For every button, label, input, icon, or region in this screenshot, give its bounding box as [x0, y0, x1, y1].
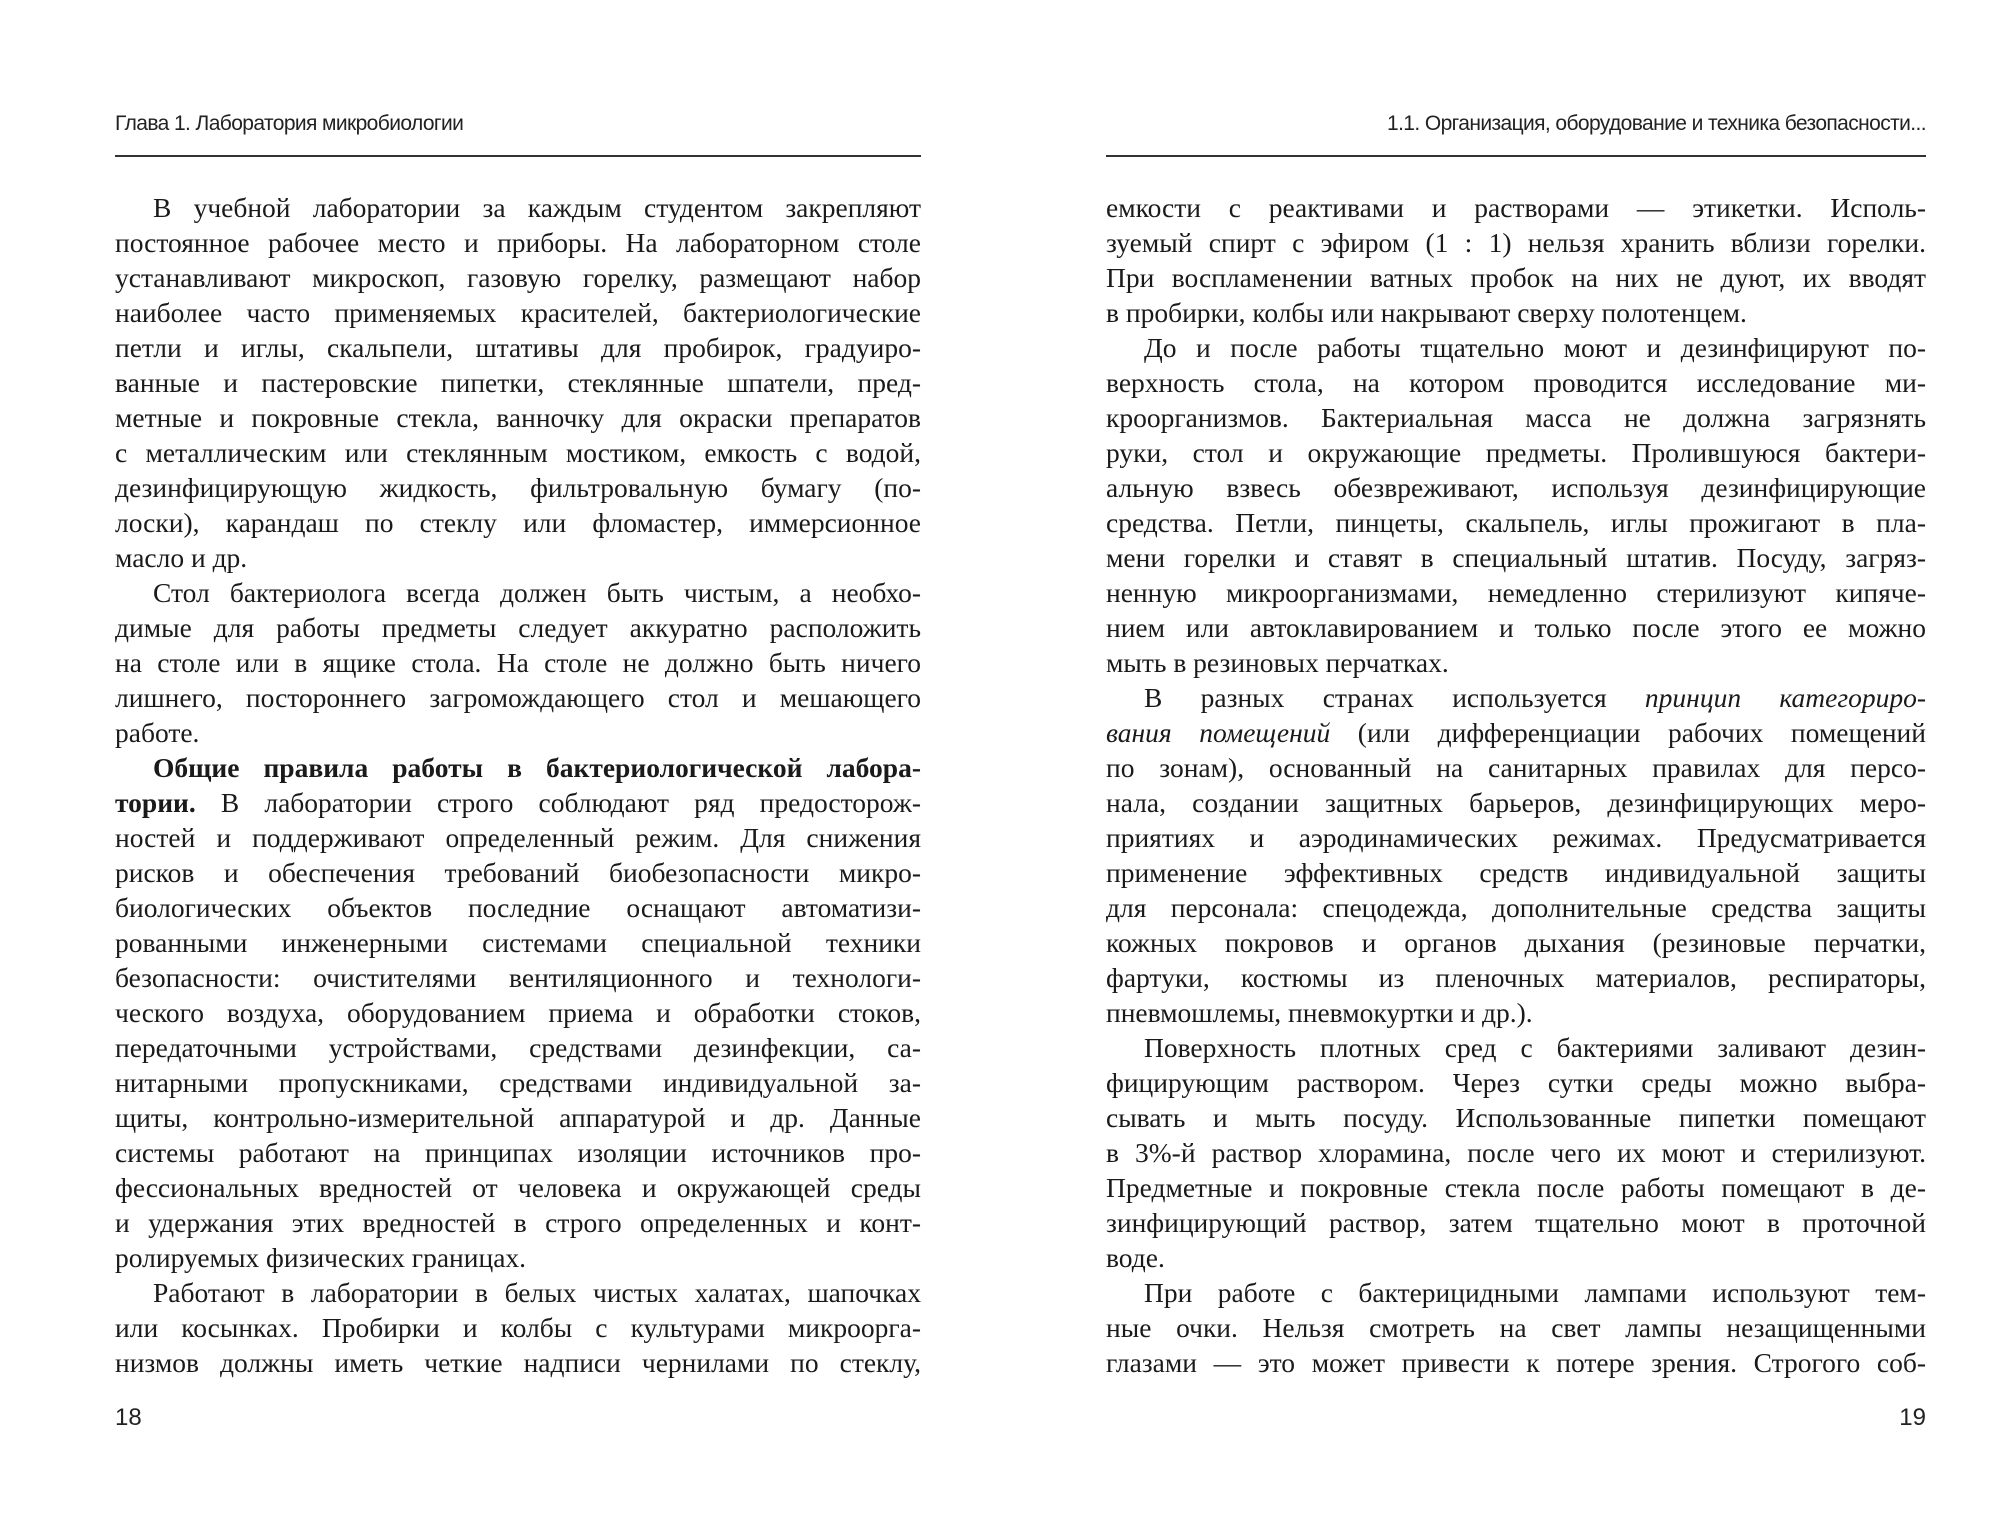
text-line: фицирующим раствором. Через сутки среды можно выбра- — [1106, 1067, 1926, 1098]
text-line: щиты, контрольно-измерительной аппаратурой и др. Данные — [115, 1102, 921, 1133]
paragraph — [115, 750, 921, 1275]
text-line: для персонала: спецодежда, дополнительные средства защиты — [1106, 892, 1926, 923]
page-body — [115, 190, 921, 1380]
paragraph — [1106, 680, 1926, 1030]
paragraph — [1106, 330, 1926, 680]
paragraph — [115, 1275, 921, 1380]
text-line: Поверхность плотных сред с бактериями заливают дезин- — [1144, 1032, 1926, 1063]
bold-text: тории. — [115, 787, 196, 818]
paragraph — [1106, 190, 1926, 330]
text-line: Стол бактериолога всегда должен быть чистым, а необхо- — [153, 577, 921, 608]
text-line: метные и покровные стекла, ванночку для окраски препаратов — [115, 402, 921, 433]
text-line: При работе с бактерицидными лампами используют тем- — [1144, 1277, 1926, 1308]
text-line: ностей и поддерживают определенный режим. Для снижения — [115, 822, 921, 853]
text-line: устанавливают микроскоп, газовую горелку, размещают набор — [115, 262, 921, 293]
text-line: лоски), карандаш по стеклу или фломастер, иммерсионное — [115, 507, 921, 538]
bold-text: Общие правила работы в бактериологической лабора- — [153, 752, 921, 783]
text-line: глазами — это может привести к потере зрения. Строгого соб- — [1106, 1347, 1926, 1378]
text-line: пневмошлемы, пневмокуртки и др.). — [1106, 997, 1533, 1028]
paragraph — [115, 190, 921, 575]
text-line: системы работают на принципах изоляции источников про- — [115, 1137, 921, 1168]
text-line: димые для работы предметы следует аккуратно расположить — [115, 612, 921, 643]
text-line — [1106, 715, 1926, 750]
text-line: Предметные и покровные стекла после работы помещают в де- — [1106, 1172, 1926, 1203]
text-line: с металлическим или стеклянным мостиком, емкость с водой, — [115, 437, 921, 468]
text-line: или косынках. Пробирки и колбы с культурами микроорга- — [115, 1312, 921, 1343]
text-line: ческого воздуха, оборудованием приема и обработки стоков, — [115, 997, 921, 1028]
text-line: безопасности: очистителями вентиляционного и технологи- — [115, 962, 921, 993]
text-span: В лаборатории строго соблюдают ряд предосторож- — [195, 787, 921, 818]
page-number: 19 — [1899, 1404, 1926, 1431]
right-page — [1106, 0, 1926, 1516]
header-rule — [115, 155, 921, 157]
text-line: рованными инженерными системами специальной техники — [115, 927, 921, 958]
text-line — [115, 750, 921, 785]
paragraph — [1106, 1275, 1926, 1380]
text-line: на столе или в ящике стола. На столе не должно быть ничего — [115, 647, 921, 678]
text-line: фессиональных вредностей от человека и окружающей среды — [115, 1172, 921, 1203]
text-line: нитарными пропускниками, средствами индивидуальной за- — [115, 1067, 921, 1098]
text-line: наиболее часто применяемых красителей, бактериологические — [115, 297, 921, 328]
text-line: лишнего, постороннего загромождающего стол и мешающего — [115, 682, 921, 713]
text-line: зуемый спирт с эфиром (1 : 1) нельзя хранить вблизи горелки. — [1106, 227, 1926, 258]
text-line: Работают в лаборатории в белых чистых халатах, шапочках — [153, 1277, 921, 1308]
text-line: нием или автоклавированием и только после этого ее можно — [1106, 612, 1926, 643]
text-line: ролируемых физических границах. — [115, 1242, 527, 1273]
text-line: нала, создании защитных барьеров, дезинфицирующих меро- — [1106, 787, 1926, 818]
text-line: фартуки, костюмы из пленочных материалов, респираторы, — [1106, 962, 1926, 993]
text-line: работе. — [115, 717, 200, 748]
text-line: в 3%-й раствор хлорамина, после чего их моют и стерилизуют. — [1106, 1137, 1926, 1168]
text-line: ванные и пастеровские пипетки, стеклянные шпатели, пред- — [115, 367, 921, 398]
text-line: емкости с реактивами и растворами — этикетки. Исполь- — [1106, 192, 1926, 223]
text-line: в пробирки, колбы или накрывают сверху полотенцем. — [1106, 297, 1747, 328]
text-line: руки, стол и окружающие предметы. Пролившуюся бактери- — [1106, 437, 1926, 468]
text-line: масло и др. — [115, 542, 248, 573]
text-line: передаточными устройствами, средствами дезинфекции, са- — [115, 1032, 921, 1063]
text-line: мени горелки и ставят в специальный штатив. Посуду, загряз- — [1106, 542, 1926, 573]
page-body — [1106, 190, 1926, 1380]
text-span: В разных странах используется — [1144, 682, 1645, 713]
text-line: применение эффективных средств индивидуальной защиты — [1106, 857, 1926, 888]
text-line: кроорганизмов. Бактериальная масса не должна загрязнять — [1106, 402, 1926, 433]
left-page — [115, 0, 921, 1516]
header-rule — [1106, 155, 1926, 157]
running-head: Глава 1. Лаборатория микробиологии — [115, 112, 464, 135]
text-line: и удержания этих вредностей в строго определенных и конт- — [115, 1207, 921, 1238]
running-head: 1.1. Организация, оборудование и техника безопасности... — [1386, 112, 1926, 135]
text-line: В учебной лаборатории за каждым студентом закрепляют — [153, 192, 921, 223]
text-line: биологических объектов последние оснащают автоматизи- — [115, 892, 921, 923]
italic-text: вания помещений — [1106, 717, 1331, 748]
text-line: воде. — [1106, 1242, 1165, 1273]
text-line: по зонам), основанный на санитарных правилах для персо- — [1106, 752, 1926, 783]
text-line: постоянное рабочее место и приборы. На лабораторном столе — [115, 227, 921, 258]
text-line: мыть в резиновых перчатках. — [1106, 647, 1449, 678]
text-line: сывать и мыть посуду. Использованные пипетки помещают — [1106, 1102, 1926, 1133]
text-line: рисков и обеспечения требований биобезопасности микро- — [115, 857, 921, 888]
text-line: До и после работы тщательно моют и дезинфицируют по- — [1144, 332, 1926, 363]
text-line: низмов должны иметь четкие надписи чернилами по стеклу, — [115, 1347, 921, 1378]
text-line: кожных покровов и органов дыхания (резиновые перчатки, — [1106, 927, 1926, 958]
text-span: (или дифференциации рабочих помещений — [1330, 717, 1926, 748]
text-line: ные очки. Нельзя смотреть на свет лампы незащищенными — [1106, 1312, 1926, 1343]
text-line: зинфицирующий раствор, затем тщательно моют в проточной — [1106, 1207, 1926, 1238]
text-line: ненную микроорганизмами, немедленно стерилизуют кипяче- — [1106, 577, 1926, 608]
paragraph — [115, 575, 921, 750]
text-line: верхность стола, на котором проводится исследование ми- — [1106, 367, 1926, 398]
text-line: приятиях и аэродинамических режимах. Предусматривается — [1106, 822, 1926, 853]
text-line: При воспламенении ватных пробок на них не дуют, их вводят — [1106, 262, 1926, 293]
text-line: петли и иглы, скальпели, штативы для пробирок, градуиро- — [115, 332, 921, 363]
page-number: 18 — [115, 1404, 142, 1431]
text-line: альную взвесь обезвреживают, используя дезинфицирующие — [1106, 472, 1926, 503]
text-line — [115, 785, 921, 820]
text-line: средства. Петли, пинцеты, скальпель, иглы прожигают в пла- — [1106, 507, 1926, 538]
italic-text: принцип категориро- — [1644, 682, 1926, 713]
text-line: дезинфицирующую жидкость, фильтровальную бумагу (по- — [115, 472, 921, 503]
paragraph — [1106, 1030, 1926, 1275]
text-line — [1106, 680, 1926, 715]
